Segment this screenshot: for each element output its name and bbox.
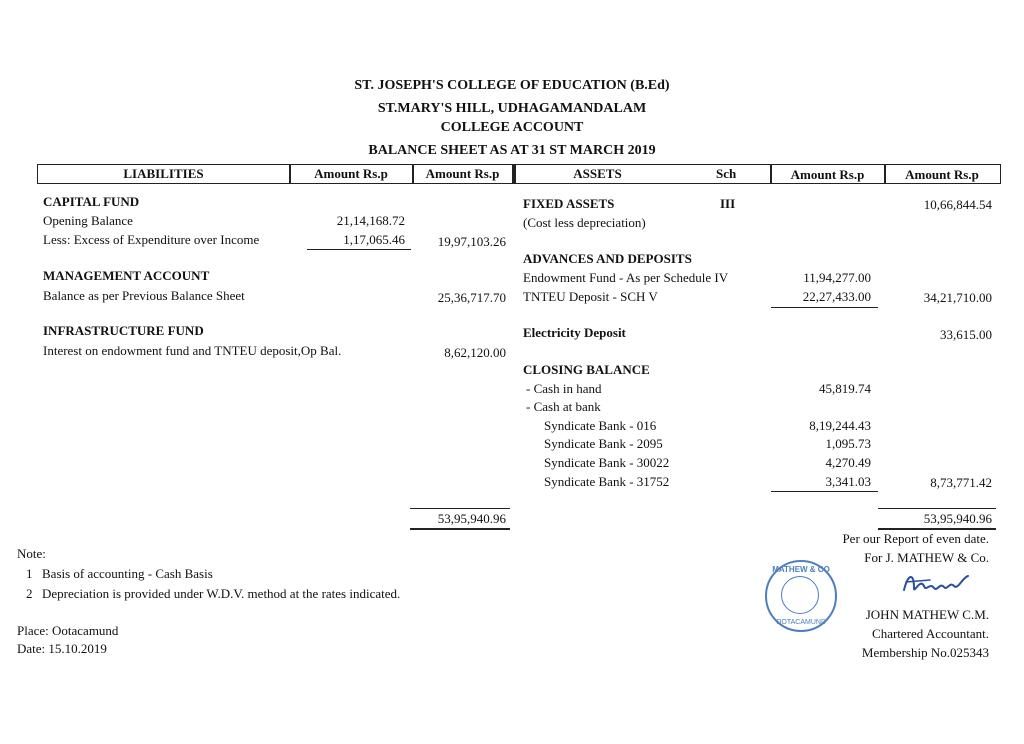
auditor-title: Chartered Accountant. [872, 626, 989, 641]
subtotal-underline [307, 249, 411, 250]
note-heading: Note: [17, 546, 46, 561]
auditor-firm: For J. MATHEW & Co. [864, 550, 989, 565]
note-number: 2 [26, 586, 33, 601]
bank-label: Syndicate Bank - 30022 [544, 455, 670, 470]
col-assets: ASSETS [573, 166, 622, 181]
infrastructure-heading: INFRASTRUCTURE FUND [43, 323, 204, 338]
auditor-report: Per our Report of even date. [842, 531, 989, 546]
electricity-heading: Electricity Deposit [523, 325, 626, 340]
bank-label: Syndicate Bank - 31752 [544, 474, 670, 489]
electricity-total: 33,615.00 [940, 327, 992, 342]
fixed-assets-heading: FIXED ASSETS [523, 196, 615, 211]
assets-total-topline [878, 508, 996, 509]
cash-bank-label: - Cash at bank [526, 399, 601, 414]
fixed-assets-sch: III [720, 196, 736, 211]
bank-label: Syndicate Bank - 016 [544, 418, 657, 433]
grand-total-topline [410, 508, 510, 509]
infrastructure-label: Interest on endowment fund and TNTEU deposit,Op Bal. [43, 343, 342, 358]
management-total: 25,36,717.70 [437, 290, 506, 305]
closing-underline [771, 491, 878, 492]
bank-amount: 1,095.73 [825, 436, 871, 451]
place: Place: Ootacamund [17, 623, 119, 638]
advances-underline [771, 307, 878, 308]
note-number: 1 [26, 566, 33, 581]
bank-amount: 4,270.49 [825, 455, 871, 470]
fixed-assets-sub: (Cost less depreciation) [523, 215, 646, 230]
management-heading: MANAGEMENT ACCOUNT [43, 268, 210, 283]
assets-total-underline [878, 528, 996, 530]
capital-fund-total: 19,97,103.26 [437, 234, 506, 249]
bank-amount: 8,19,244.43 [809, 418, 871, 433]
less-excess-amount: 1,17,065.46 [343, 232, 405, 247]
seal-top-text: MATHEW & CO [772, 565, 830, 574]
bank-label: Syndicate Bank - 2095 [544, 436, 663, 451]
opening-balance-amount: 21,14,168.72 [336, 213, 405, 228]
college-address: ST.MARY'S HILL, UDHAGAMANDALAM [377, 101, 647, 116]
tnteu-label: TNTEU Deposit - SCH V [523, 289, 658, 304]
col-amount-3: Amount Rs.p [790, 167, 865, 182]
col-amount-2: Amount Rs.p [425, 166, 500, 181]
endowment-label: Endowment Fund - As per Schedule IV [523, 270, 729, 285]
advances-total: 34,21,710.00 [923, 290, 992, 305]
management-label: Balance as per Previous Balance Sheet [43, 288, 245, 303]
seal-bottom-text: OOTACAMUND [775, 619, 827, 626]
auditor-membership: Membership No.025343 [861, 645, 989, 660]
account-name: COLLEGE ACCOUNT [440, 120, 584, 135]
capital-fund-heading: CAPITAL FUND [43, 194, 140, 209]
col-amount-1: Amount Rs.p [314, 166, 388, 181]
note-text: Basis of accounting - Cash Basis [42, 566, 213, 581]
infrastructure-total: 8,62,120.00 [444, 345, 506, 360]
closing-total: 8,73,771.42 [930, 475, 992, 490]
col-sch: Sch [716, 166, 737, 181]
less-excess-label: Less: Excess of Expenditure over Income [43, 232, 260, 247]
advances-heading: ADVANCES AND DEPOSITS [523, 251, 692, 266]
tnteu-amount: 22,27,433.00 [802, 289, 871, 304]
date: Date: 15.10.2019 [17, 641, 107, 656]
grand-total-underline [410, 528, 510, 530]
auditor-signature [900, 568, 972, 600]
cash-hand-label: - Cash in hand [526, 381, 602, 396]
endowment-amount: 11,94,277.00 [803, 270, 871, 285]
cash-hand-amount: 45,819.74 [819, 381, 871, 396]
col-amount-4: Amount Rs.p [905, 167, 979, 182]
assets-grand-total: 53,95,940.96 [923, 511, 992, 526]
note-text: Depreciation is provided under W.D.V. method at the rates indicated. [42, 586, 401, 601]
col-liabilities: LIABILITIES [123, 166, 204, 181]
bank-amount: 3,341.03 [825, 474, 871, 489]
sheet-title: BALANCE SHEET AS AT 31 ST MARCH 2019 [368, 143, 656, 158]
auditor-name: JOHN MATHEW C.M. [865, 607, 989, 622]
closing-heading: CLOSING BALANCE [523, 362, 650, 377]
liabilities-grand-total: 53,95,940.96 [437, 511, 506, 526]
fixed-assets-total: 10,66,844.54 [923, 197, 992, 212]
opening-balance-label: Opening Balance [43, 213, 133, 228]
college-name: ST. JOSEPH'S COLLEGE OF EDUCATION (B.Ed) [354, 78, 670, 93]
